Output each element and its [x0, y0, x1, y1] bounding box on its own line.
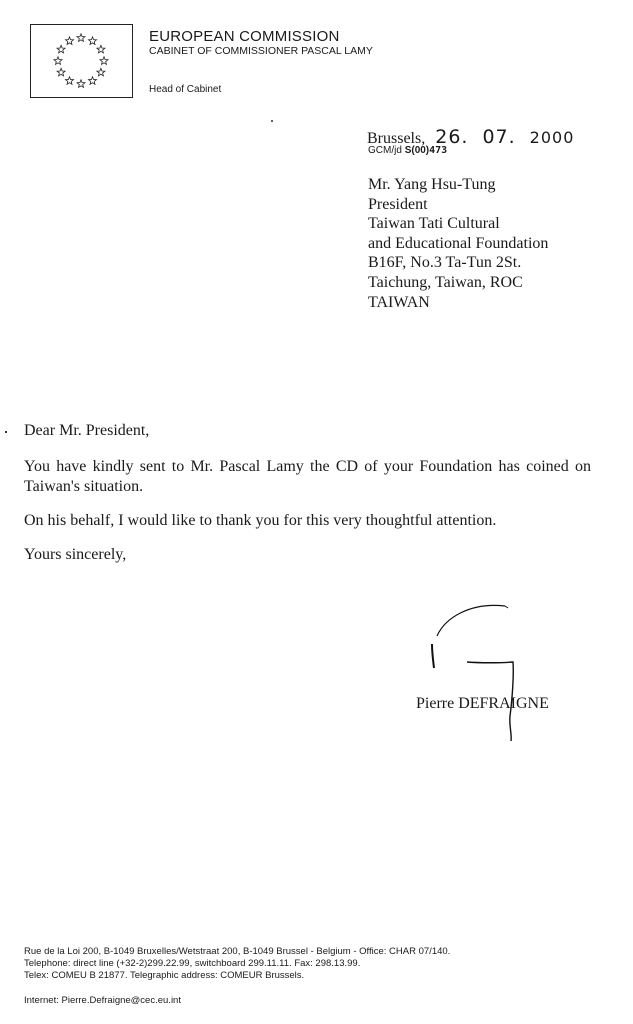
footer-telephone: Telephone: direct line (+32-2)299.22.99, switchboard 299.11.11. Fax: 298.13.99.: [24, 958, 361, 969]
handwritten-signature: [415, 596, 525, 746]
body-paragraph-1: You have kindly sent to Mr. Pascal Lamy the CD of your Foundation has coined on Taiwan's situation.: [24, 458, 591, 495]
star-icon: [77, 34, 85, 42]
signer-name: Pierre DEFRAIGNE: [416, 695, 549, 712]
recipient-address: [368, 175, 548, 312]
date-city: Brussels,: [367, 130, 426, 147]
star-icon: [100, 57, 108, 65]
eu-stars-icon: [31, 25, 132, 97]
organization-name: EUROPEAN COMMISSION: [149, 28, 340, 45]
address-line: B16F, No.3 Ta-Tun 2St.: [368, 254, 522, 272]
scan-speck: [271, 120, 273, 122]
star-icon: [89, 77, 97, 85]
date-day: 26.: [435, 126, 469, 148]
address-line: Taichung, Taiwan, ROC: [368, 273, 523, 291]
star-icon: [97, 45, 105, 53]
eu-emblem-logo: [30, 24, 133, 98]
star-icon: [89, 37, 97, 45]
reference-number: 473: [429, 145, 448, 156]
date-month: 07.: [482, 126, 516, 148]
sender-role: Head of Cabinet: [149, 84, 222, 95]
footer-telex: Telex: COMEU B 21877. Telegraphic address: COMEUR Brussels.: [24, 970, 305, 981]
address-line: Taiwan Tati Cultural: [368, 215, 500, 233]
star-icon: [97, 68, 105, 76]
address-line: and Educational Foundation: [368, 234, 549, 252]
star-icon: [57, 68, 65, 76]
star-icon: [54, 57, 62, 65]
address-line: President: [368, 195, 428, 213]
salutation: Dear Mr. President,: [24, 422, 150, 439]
closing: Yours sincerely,: [24, 546, 127, 563]
cabinet-name: CABINET OF COMMISSIONER PASCAL LAMY: [149, 45, 373, 57]
footer-address: Rue de la Loi 200, B-1049 Bruxelles/Wetstraat 200, B-1049 Brussel - Belgium - Office: CHAR 07/140.: [24, 946, 451, 957]
star-icon: [57, 45, 65, 53]
body-paragraph-2: On his behalf, I would like to thank you for this very thoughtful attention.: [24, 512, 497, 529]
footer-internet: Internet: Pierre.Defraigne@cec.eu.int: [24, 995, 181, 1006]
date-year: 2000: [529, 128, 575, 147]
address-line: Mr. Yang Hsu-Tung: [368, 176, 496, 193]
address-line: TAIWAN: [368, 293, 430, 311]
star-icon: [77, 80, 85, 88]
star-icon: [66, 37, 74, 45]
punch-mark: [5, 431, 7, 433]
reference-prefix: GCM/jd: [368, 145, 402, 156]
reference-line: [368, 145, 447, 156]
reference-stamp: S(00): [404, 145, 430, 156]
star-icon: [66, 77, 74, 85]
